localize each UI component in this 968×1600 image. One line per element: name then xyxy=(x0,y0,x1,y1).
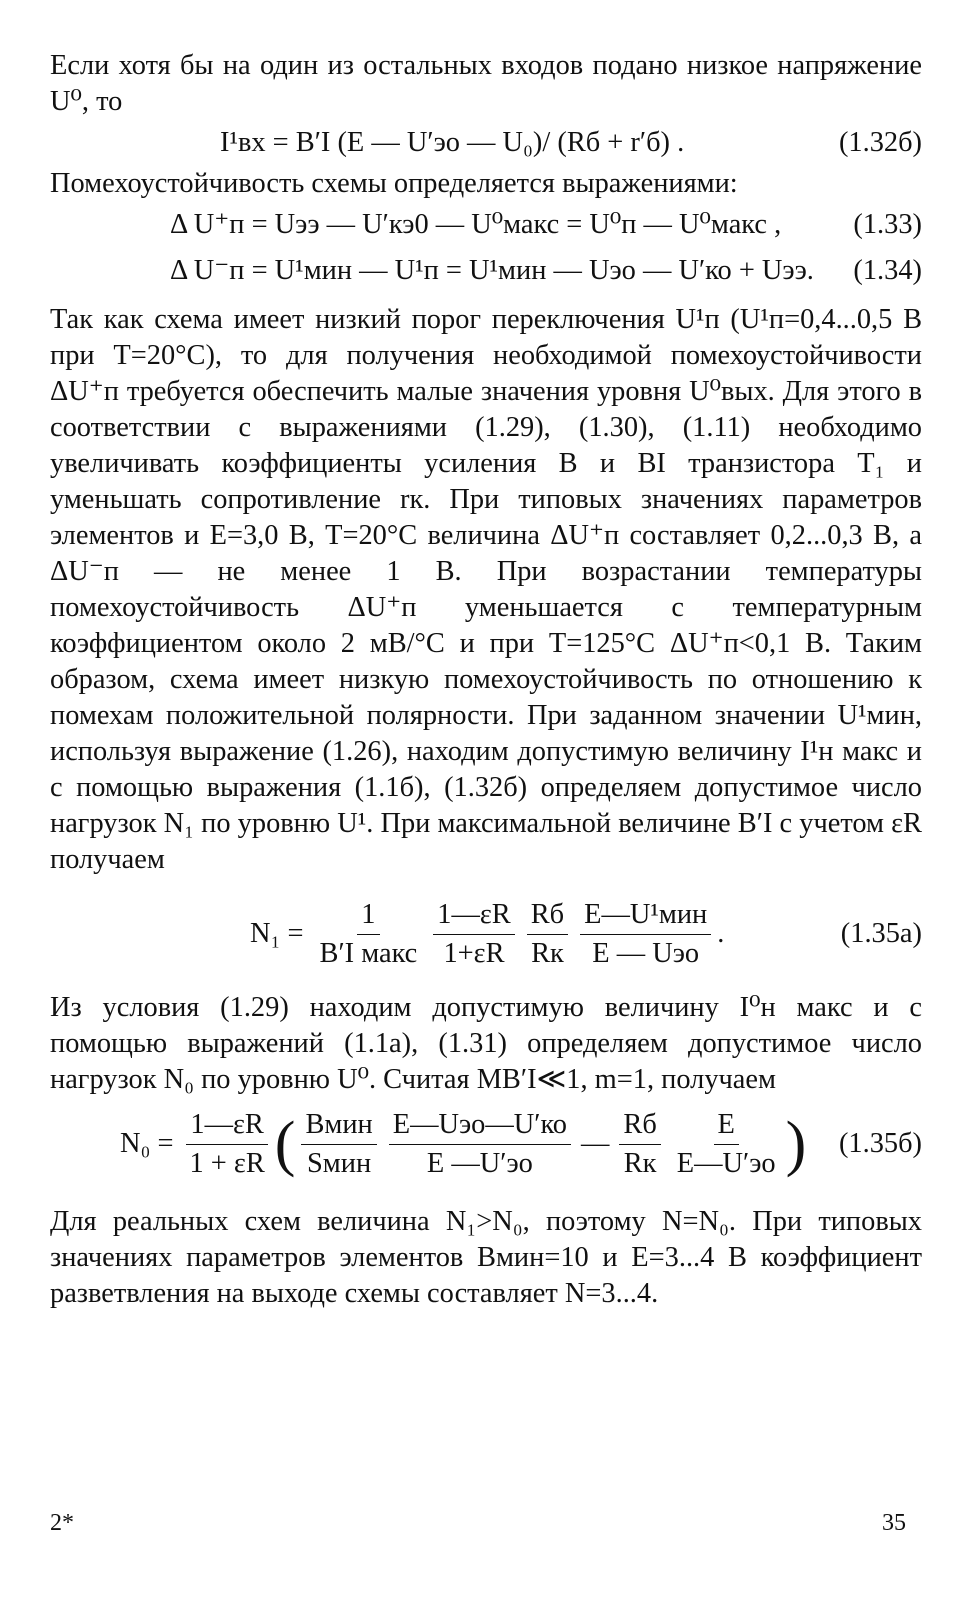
equation-1-34 xyxy=(50,248,922,294)
equation-number: (1.32б) xyxy=(838,127,922,158)
fraction: $\frac{\text{Bмин}}{\text{Sмин}}$ xyxy=(301,1108,376,1181)
equation-number: (1.35б) xyxy=(838,1128,922,1159)
signature-mark: 2* xyxy=(50,1510,74,1536)
minus-sign: — xyxy=(581,1128,610,1159)
page-number: 35 xyxy=(882,1510,906,1536)
fraction: $\frac{1—\varepsilon R}{1+\varepsilon R}$ xyxy=(433,898,514,971)
equation-body: Δ U⁻п = U¹мин — U¹п = U¹мин — Uэо — U′ко + Uээ. xyxy=(170,255,814,286)
paragraph-2: Помехоустойчивость схемы определяется выражениями: xyxy=(50,168,738,199)
paragraph-3: Так как схема имеет низкий порог переключения U¹п (U¹п=0,4...0,5 В при T=20°C), то для получения необходимой помехоустойчивости ΔU⁺п требуется обеспечить малые значения уровня U⁰вых. Для этого в соответствии с выражениями (1.29), (1.30), (1.11) необходимо увеличивать коэффициенты усиления B и BI транзистора T₁ и уменьшать сопротивление rк. При типовых значениях параметров элементов и E=3,0 В, T=20°C величина ΔU⁺п составляет 0,2...0,3 B, а ΔU⁻п — не менее 1 В. При возрастании температуры помехоустойчивость ΔU⁺п уменьшается с температурным коэффициентом около 2 мВ/°C и при T=125°C ΔU⁺п<0,1 В. Таким образом, схема имеет низкую помехоустойчивость по отношению к помехам положительной полярности. При заданном значении U¹мин, используя выражение (1.26), находим допустимую величину I¹н макс и с помощью выражения (1.1б), (1.32б) определяем допустимое число нагрузок N₁ по уровню U¹. При максимальной величине B′I с учетом εR получаем xyxy=(50,304,922,875)
paragraph-1: Если хотя бы на один из остальных входов подано низкое напряжение U⁰, то xyxy=(50,50,922,117)
paragraph-5: Для реальных схем величина N₁>N₀, поэтому N=N₀. При типовых значениях параметров элементов Bмин=10 и E=3...4 В коэффициент разветвления на выходе схемы составляет N=3...4. xyxy=(50,1206,922,1309)
equation-1-32b xyxy=(50,120,922,166)
fraction: $\frac{\text{E—U¹мин}}{\text{E — Uэо}}$ xyxy=(580,898,711,971)
equation-lhs: N₀ = xyxy=(120,1128,174,1159)
equation-body: I¹вх = B′I (E — U′эо — U₀)/ (Rб + r′б) . xyxy=(220,127,685,158)
equation-number: (1.34) xyxy=(853,255,922,286)
fraction: $\frac{E}{E—U'эо}$ xyxy=(676,1108,776,1179)
paragraph-4: Из условия (1.29) находим допустимую величину I⁰н макс и с помощью выражений (1.1а), (1.31) определяем допустимое число нагрузок N₀ по уровню U⁰. Считая MB′I≪1, m=1, получаем xyxy=(50,992,922,1095)
page-body xyxy=(50,48,922,1312)
equation-1-35b: N₀ = $\frac{1—\varepsilon R}{1 + \varepsilon R}$ ( $\frac{\text{Bмин}}{\text{Sмин}}$ $\frac{\text{E—Uэо—U′ко}}{E —U'эо}$ — $\frac{Rб}{Rк}$ $\frac{E}{E—U'эо}$ ) (1.35б) xyxy=(120,1108,922,1179)
fraction: $\frac{Rб}{Rк}$ xyxy=(527,898,568,971)
equation-body: Δ U⁺п = Uээ — U′кэ0 — U⁰макс = U⁰п — U⁰макс , xyxy=(170,209,782,240)
fraction: $\frac{Rб}{Rк}$ xyxy=(619,1108,660,1181)
equation-number: (1.35а) xyxy=(840,918,922,949)
equation-lhs: N₁ = xyxy=(250,918,304,949)
equation-number: (1.33) xyxy=(853,209,922,240)
fraction: $\frac{1}{\text{B′I макс}}$ xyxy=(319,898,418,969)
fraction: $\frac{1—\varepsilon R}{1 + \varepsilon R}$ xyxy=(186,1108,269,1181)
fraction: $\frac{\text{E—Uэо—U′ко}}{E —U'эо}$ xyxy=(389,1108,571,1181)
equation-1-33 xyxy=(50,202,922,248)
equation-1-35a xyxy=(50,892,922,976)
equation-tail: . xyxy=(717,918,725,949)
